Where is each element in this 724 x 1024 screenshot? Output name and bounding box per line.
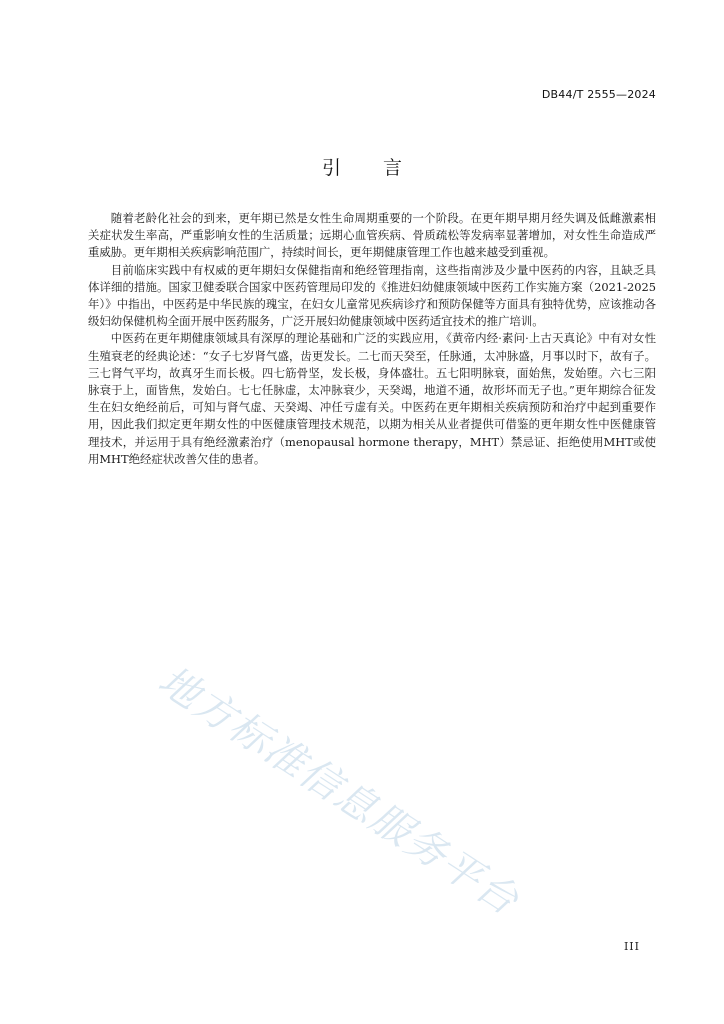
section-title: 引言	[321, 157, 444, 179]
paragraph-3: 中医药在更年期健康领域具有深厚的理论基础和广泛的实践应用，《黄帝内经·素问·上古天真论》中有对女性生殖衰老的经典论述：“女子七岁肾气盛，齿更发长。二七而天癸至，任脉通，太冲脉盛，月事以时下，故有子。三七肾气平均，故真牙生而长极。四七筋骨坚，发长极，身体盛壮。五七阳明脉衰，面始焦，发始堕。六七三阳脉衰于上，面皆焦，发始白。七七任脉虚，太冲脉衰少，天癸竭，地道不通，故形坏而无子也。”更年期综合征发生在妇女绝经前后，可知与肾气虚、天癸竭、冲任亏虚有关。中医药在更年期相关疾病预防和治疗中起到重要作用，因此我们拟定更年期女性的中医健康管理技术规范，以期为相关从业者提供可借鉴的更年期女性中医健康管理技术，并运用于具有绝经激素治疗（menopausal hormone therapy，MHT）禁忌证、拒绝使用MHT或使用MHT绝经症状改善欠佳的患者。	[88, 331, 656, 466]
standard-code: DB44/T 2555—2024	[541, 88, 656, 101]
watermark-text: 地方标准信息服务平台	[150, 657, 528, 925]
document-body	[88, 210, 656, 468]
page-number: III	[623, 940, 640, 953]
paragraph-1: 随着老龄化社会的到来，更年期已然是女性生命周期重要的一个阶段。在更年期早期月经失调及低雌激素相关症状发生率高，严重影响女性的生活质量；远期心血管疾病、骨质疏松等发病率显著增加，对女性生命造成严重威胁。更年期相关疾病影响范围广，持续时间长，更年期健康管理工作也越来越受到重视。	[88, 211, 656, 260]
paragraph-2: 目前临床实践中有权威的更年期妇女保健指南和绝经管理指南，这些指南涉及少量中医药的内容，且缺乏具体详细的措施。国家卫健委联合国家中医药管理局印发的《推进妇幼健康领域中医药工作实施方案（2021-2025年）》中指出，中医药是中华民族的瑰宝，在妇女儿童常见疾病诊疗和预防保健等方面具有独特优势，应该推动各级妇幼保健机构全面开展中医药服务，广泛开展妇幼健康领域中医药适宜技术的推广培训。	[88, 262, 656, 329]
